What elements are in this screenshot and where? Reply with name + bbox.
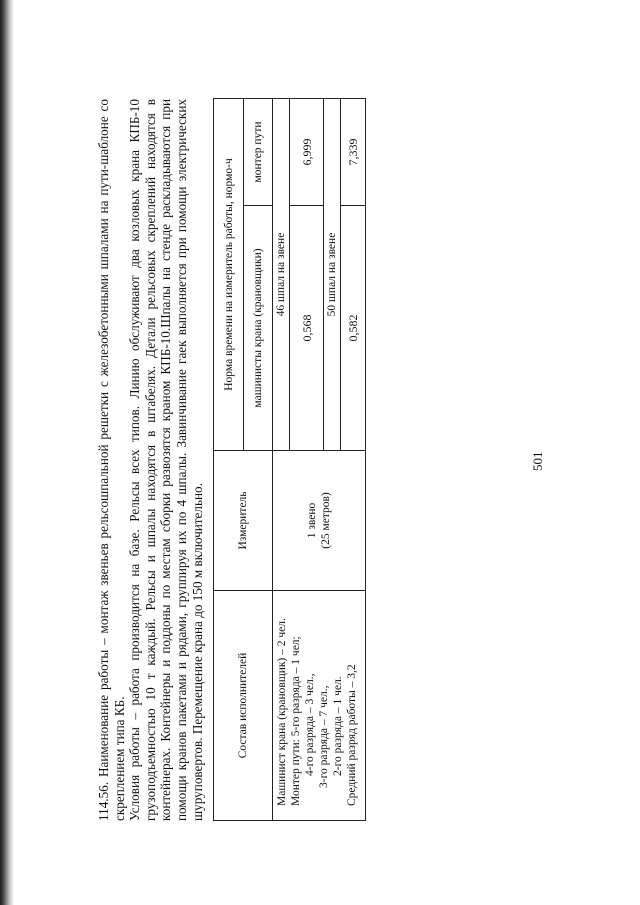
norm-crane-46: 0,568 xyxy=(290,206,324,451)
section-text xyxy=(96,99,205,821)
crew-line: 4-го разряда – 3 чел., xyxy=(304,673,316,776)
header-composition: Состав исполнителей xyxy=(214,591,273,821)
header-unit: Измеритель xyxy=(214,451,273,591)
crew-line: Машинист крана (крановщик) – 2 чел. xyxy=(276,618,288,806)
header-crane-operator: машинисты крана (крановщики) xyxy=(244,206,273,451)
crew-composition xyxy=(273,591,366,821)
unit-line: 1 звено xyxy=(306,502,318,539)
crew-line: 2-го разряда – 1 чел. xyxy=(332,676,344,776)
norm-fitter-50: 7,339 xyxy=(341,99,366,206)
row-label-46: 46 шпал на звене xyxy=(273,99,290,451)
crew-line: Монтер пути: 5-го разряда – 1 чел; xyxy=(290,636,302,806)
header-track-fitter: монтер пути xyxy=(244,99,273,206)
crew-line: Средний разряд работы – 3,2 xyxy=(346,664,358,806)
unit-cell xyxy=(273,451,366,591)
row-label-50: 50 шпал на звене xyxy=(324,99,341,451)
norm-crane-50: 0,582 xyxy=(341,206,366,451)
page-number: 501 xyxy=(530,451,545,471)
norm-fitter-46: 6,999 xyxy=(290,99,324,206)
unit-line: (25 метров) xyxy=(320,492,332,549)
section-heading: 114.56. Наименование работы – монтаж звеньев рельсошпальной решетки с железобетонными шпалами на пути-шаблоне со скреплением типа КБ. xyxy=(96,99,127,821)
norms-table xyxy=(213,98,366,821)
work-conditions: Условия работы – работа производится на базе. Рельсы всех типов. Линию обслуживают два козловых крана КПБ-10 грузоподъемностью 10 т каждый. Рельсы и шпалы находятся в штабелях. Детали рельсовых скреплений находятся в контейнерах. Контейнеры и поддоны по местам сборки развозятся краном КПБ-10.Шпалы на стенде раскладываются при помощи кранов пакетами и рядами, группируя их по 4 шпалы. Завинчивание гаек выполняется при помощи электрических шуруповертов. Перемещение крана до 150 м включительно. xyxy=(127,99,205,821)
header-norm: Норма времени на измеритель работы, нормо-ч xyxy=(214,99,244,451)
crew-line: 3-го разряда – 7 чел., xyxy=(318,685,330,788)
